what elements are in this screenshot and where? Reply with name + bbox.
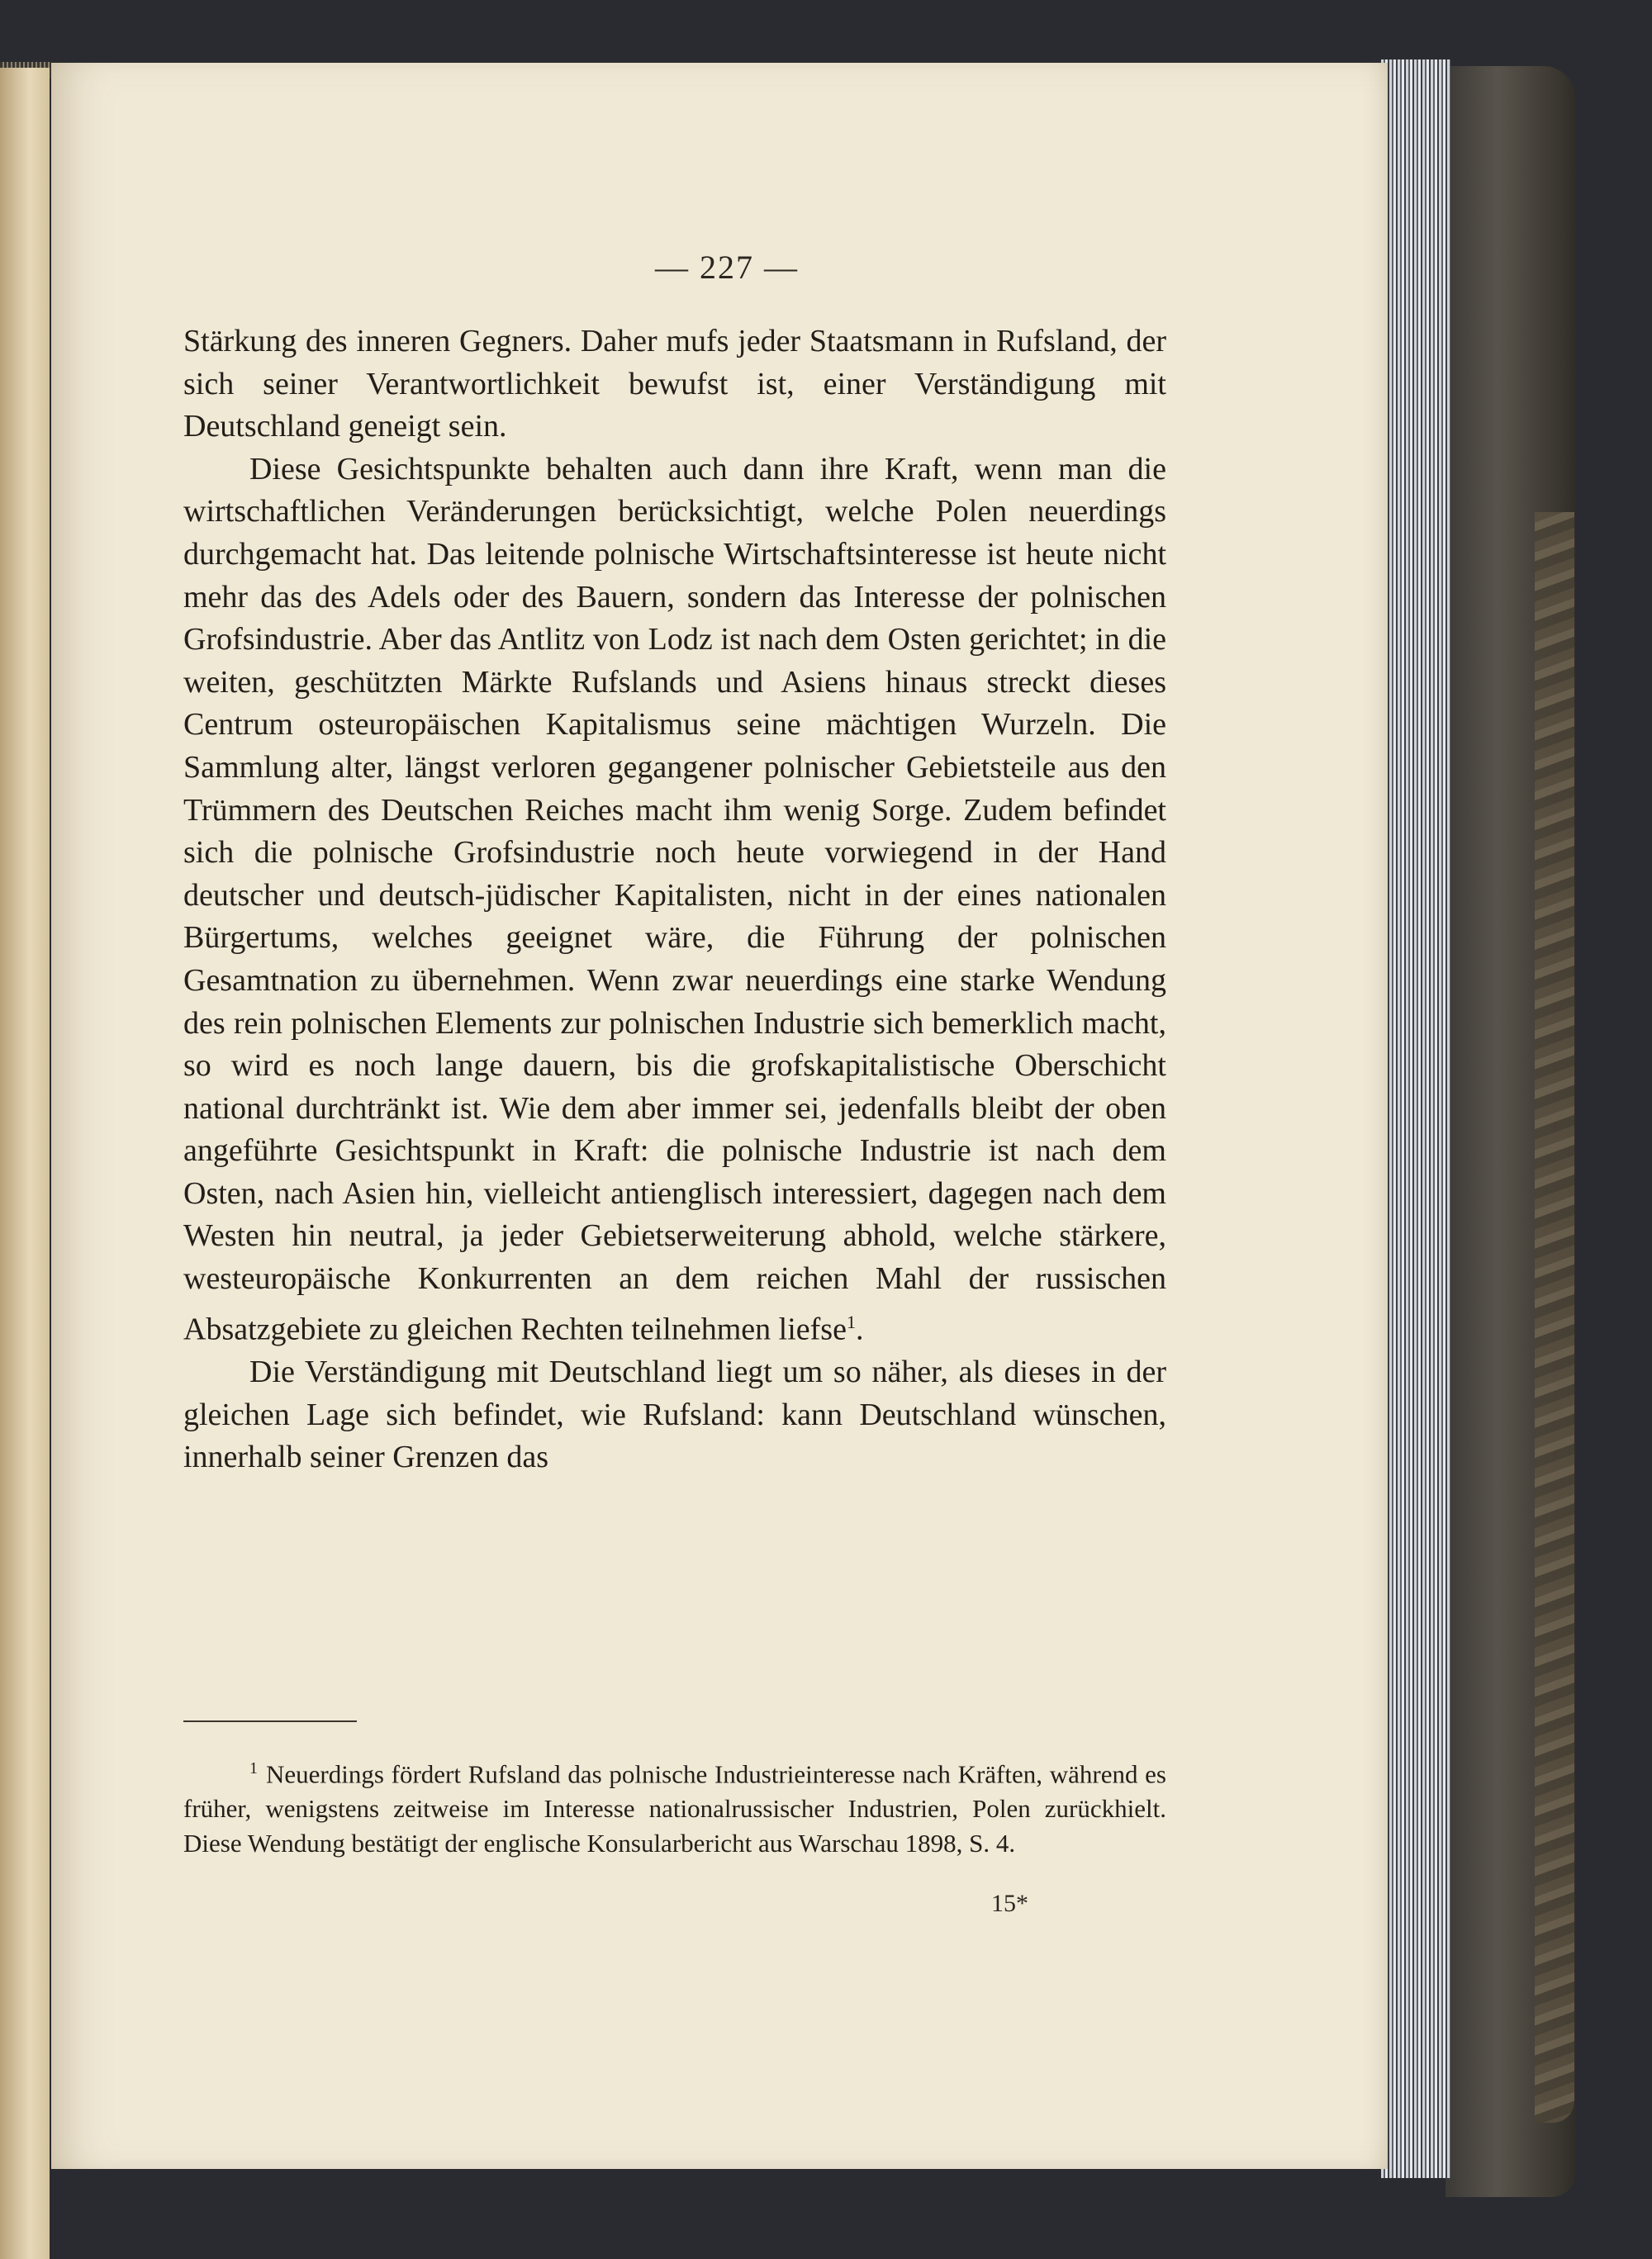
paragraph-2-end: . (855, 1312, 864, 1347)
paragraph-1: Stärkung des inneren Gegners. Daher mufs jeder Staatsmann in Rufsland, der sich seiner Verantwortlichkeit bewufst ist, einer Verständigung mit Deutschland geneigt sein. (183, 324, 1166, 444)
body-text (183, 320, 1166, 1479)
page-number: — 227 — (655, 249, 799, 286)
paragraph-3: Die Verständigung mit Deutschland liegt um so näher, als dieses in der gleichen Lage sich befindet, wie Rufsland: kann Deutschland wünschen, innerhalb seiner Grenzen das (183, 1354, 1166, 1475)
footnote (183, 1751, 1166, 1861)
footnote-divider (183, 1720, 357, 1722)
footnote-reference: 1 (846, 1311, 856, 1332)
left-page-margin (0, 68, 50, 2259)
cover-marbling (1535, 512, 1574, 2123)
paragraph-2-text: Diese Gesichtspunkte behalten auch dann ihre Kraft, wenn man die wirtschaftlichen Veränderungen berücksichtigt, welche Polen neuerdings durchgemacht hat. Das leitende polnische Wirtschaftsinteresse ist heute nicht mehr das des Adels oder des Bauern, sondern das Interesse der polnischen Grofsindustrie. Aber das Antlitz von Lodz ist nach dem Osten gerichtet; in die weiten, geschützten Märkte Rufslands und Asiens hinaus streckt dieses Centrum osteuropäischen Kapitalismus seine mächtigen Wurzeln. Die Sammlung alter, längst verloren gegangener polnischer Gebietsteile aus den Trümmern des Deutschen Reiches macht ihm wenig Sorge. Zudem befindet sich die polnische Grofsindustrie noch heute vorwiegend in der Hand deutscher und deutsch-jüdischer Kapitalisten, nicht in der eines nationalen Bürgertums, welches geeignet wäre, die Führung der polnischen Gesamtnation zu übernehmen. Wenn zwar neuerdings eine starke Wendung des rein polnischen Elements zur polnischen Industrie sich bemerklich macht, so wird es noch lange dauern, bis die grofskapitalistische Oberschicht national durchtränkt ist. Wie dem aber immer sei, jedenfalls bleibt der oben angeführte Gesichtspunkt in Kraft: die polnische Industrie ist nach dem Osten, nach Asien hin, vielleicht antienglisch interessiert, dagegen nach dem Westen hin neutral, ja jeder Gebietserweiterung abhold, welche stärkere, westeuropäische Konkurrenten an dem reichen Mahl der russischen Absatzgebiete zu gleichen Rechten teilnehmen liefse (183, 451, 1166, 1347)
paragraph-2 (183, 448, 1166, 1351)
signature-mark: 15* (991, 1890, 1028, 1917)
page-block-edges (1381, 59, 1450, 2178)
footnote-text: Neuerdings fördert Rufsland das polnische Industrieinteresse nach Kräften, während es früher, wenigstens zeitweise im Interesse nationalrussischer Industrien, Polen zurückhielt. Diese Wendung bestätigt der englische Konsularbericht aus Warschau 1898, S. 4. (183, 1759, 1166, 1858)
footnote-marker: 1 (249, 1759, 258, 1777)
